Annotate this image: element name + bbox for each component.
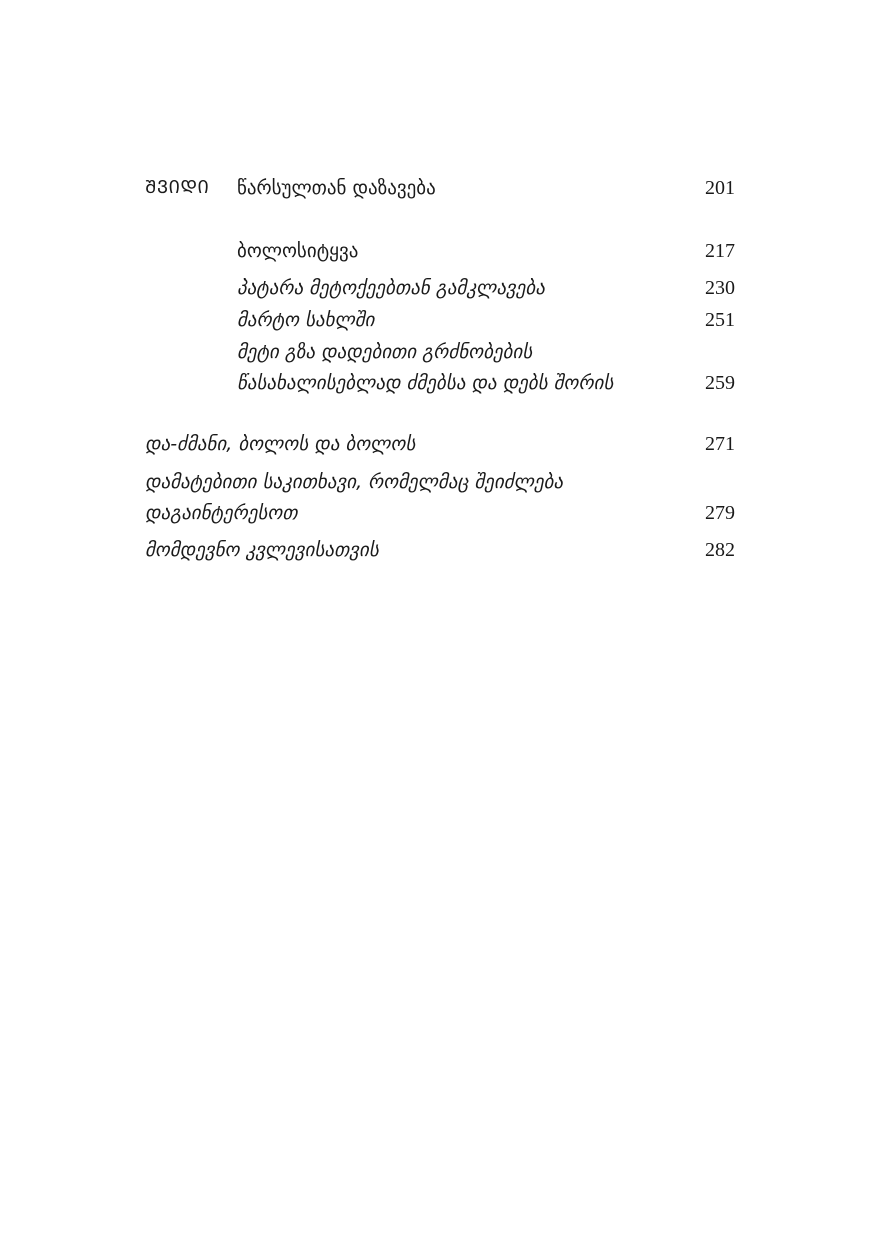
toc-entry xyxy=(145,497,735,529)
toc-entry-title: მარტო სახლში xyxy=(237,309,375,331)
toc-part-page-number: 201 xyxy=(705,177,735,199)
toc-entry xyxy=(145,428,735,460)
toc-entry-page-number: 259 xyxy=(705,372,735,394)
toc-entry xyxy=(145,235,735,267)
toc-entry xyxy=(145,367,735,399)
toc-entry-page-number: 217 xyxy=(705,240,735,262)
toc-entry-page-number: 282 xyxy=(705,539,735,561)
toc-entry-page-number: 251 xyxy=(705,309,735,331)
toc-entry-title: პატარა მეტოქეებთან გამკლავება xyxy=(237,277,545,299)
toc-entry xyxy=(145,336,735,368)
toc-entry-page-number: 271 xyxy=(705,433,735,455)
toc-entry-title: მომდევნო კვლევისათვის xyxy=(145,539,379,561)
toc-entry-title: მეტი გზა დადებითი გრძნობების xyxy=(237,341,533,363)
toc-entry-title: და-ძმანი, ბოლოს და ბოლოს xyxy=(145,433,416,455)
toc-part-title: წარსულთან დაზავება xyxy=(237,177,436,199)
toc-entry-title: ბოლოსიტყვა xyxy=(237,240,359,262)
toc-entry-title: დამატებითი საკითხავი, რომელმაც შეიძლება xyxy=(145,471,564,493)
toc-entry-title: წასახალისებლად ძმებსა და დებს შორის xyxy=(237,372,614,394)
toc-entry-page-number: 230 xyxy=(705,277,735,299)
toc-entry xyxy=(145,272,735,304)
toc-entry xyxy=(145,304,735,336)
toc-part-label: ᲨᲕᲘᲓᲘ xyxy=(145,177,210,198)
toc-part-row xyxy=(145,172,735,204)
toc-entry-title: დაგაინტერესოთ xyxy=(145,502,298,524)
toc-entry xyxy=(145,534,735,566)
toc-entry-page-number: 279 xyxy=(705,502,735,524)
toc-entry xyxy=(145,466,735,498)
